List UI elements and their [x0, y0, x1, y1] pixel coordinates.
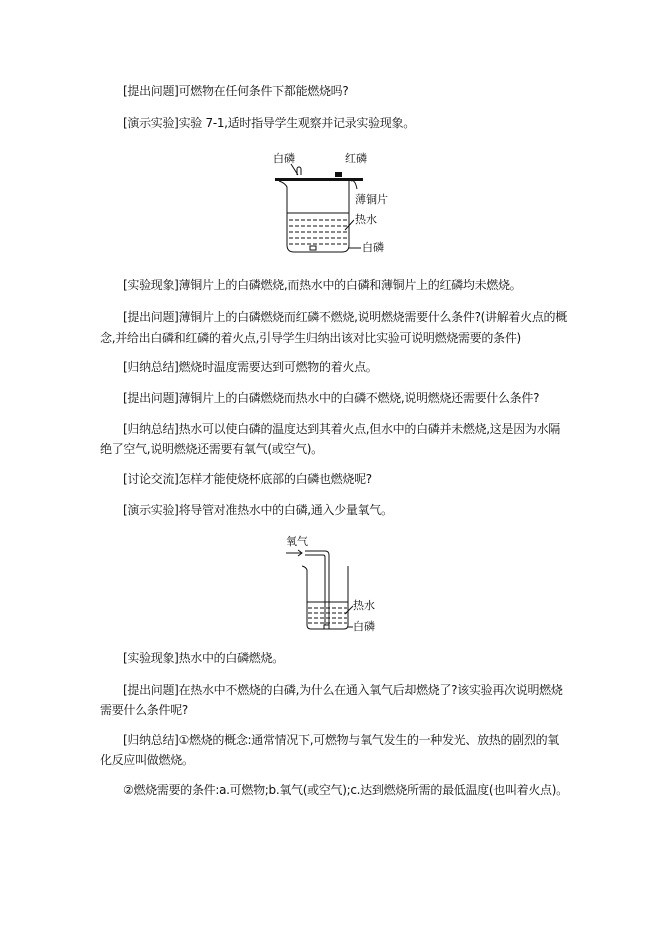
- p-observation-1: [实验现象]薄铜片上的白磷燃烧,而热水中的白磷和薄铜片上的红磷均未燃烧。: [123, 278, 522, 292]
- p-observation-2: [实验现象]热水中的白磷燃烧。: [123, 651, 284, 665]
- label-white-phosphorus-2: 白磷: [353, 620, 375, 633]
- p-summary-2: [归纳总结]热水可以使白磷的温度达到其着火点,但水中的白磷并未燃烧,这是因为水隔: [123, 422, 560, 436]
- label-red-phosphorus: 红磷: [345, 152, 367, 165]
- label-copper-sheet: 薄铜片: [355, 193, 388, 206]
- p-question-4-cont: 需要什么条件呢?: [100, 703, 188, 717]
- p-question-2-cont: 念,并给出白磷和红磷的着火点,引导学生归纳出该对比实验可说明燃烧需要的条件): [100, 331, 521, 345]
- p-discussion: [讨论交流]怎样才能使烧杯底部的白磷也燃烧呢?: [123, 472, 372, 486]
- label-hot-water: 热水: [355, 213, 377, 226]
- p-summary-1: [归纳总结]燃烧时温度需要达到可燃物的着火点。: [123, 360, 378, 374]
- p-summary-2-cont: 绝了空气,说明燃烧还需要有氧气(或空气)。: [100, 442, 323, 456]
- p-question-4: [提出问题]在热水中不燃烧的白磷,为什么在通入氧气后却燃烧了?该实验再次说明燃烧: [123, 683, 563, 697]
- p-demo-1: [演示实验]实验 7-1,适时指导学生观察并记录实验现象。: [123, 116, 415, 130]
- label-hot-water-2: 热水: [353, 599, 375, 612]
- p-question-3: [提出问题]薄铜片上的白磷燃烧而热水中的白磷不燃烧,说明燃烧还需要什么条件?: [123, 391, 540, 405]
- label-white-phosphorus-bottom: 白磷: [362, 241, 384, 254]
- p-summary-3: [归纳总结]①燃烧的概念:通常情况下,可燃物与氧气发生的一种发光、放热的剧烈的氧: [123, 733, 559, 747]
- p-conditions: ②燃烧需要的条件:a.可燃物;b.氧气(或空气);c.达到燃烧所需的最低温度(也叫着火点)。: [123, 783, 568, 797]
- label-oxygen: 氧气: [286, 535, 308, 548]
- label-white-phosphorus-top: 白磷: [273, 152, 295, 165]
- p-demo-2: [演示实验]将导管对准热水中的白磷,通入少量氧气。: [123, 503, 393, 517]
- figure-beaker-copper: [265, 150, 415, 260]
- p-summary-3-cont: 化反应叫做燃烧。: [100, 753, 194, 767]
- p-question-2: [提出问题]薄铜片上的白磷燃烧而红磷不燃烧,说明燃烧需要什么条件?(讲解着火点的概: [123, 310, 567, 324]
- figure-beaker-oxygen: [280, 534, 390, 634]
- p-question-1: [提出问题]可燃物在任何条件下都能燃烧吗?: [123, 84, 349, 98]
